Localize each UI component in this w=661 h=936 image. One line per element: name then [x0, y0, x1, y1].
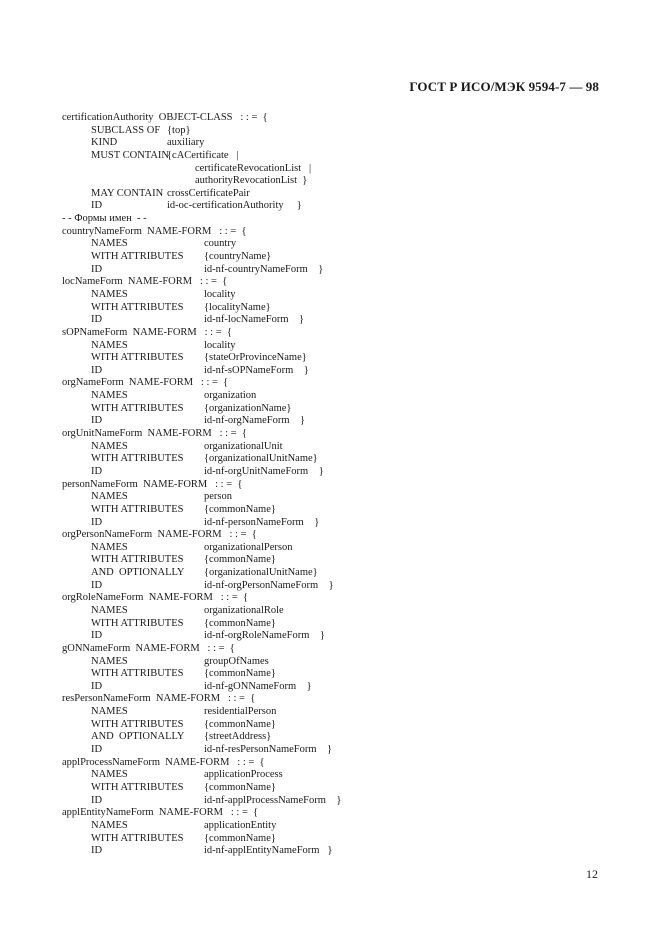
- definition-field-line: [62, 656, 622, 669]
- definition-field-line: [62, 605, 622, 618]
- field-value: id-nf-countryNameForm }: [204, 263, 324, 275]
- definition-field-line: [62, 769, 622, 782]
- field-value: country: [204, 238, 237, 250]
- field-keyword: WITH ATTRIBUTES: [91, 503, 184, 515]
- definition-header-line: [62, 377, 622, 390]
- field-keyword: NAMES: [91, 288, 128, 300]
- definition-title: sOPNameForm NAME-FORM : : = {: [62, 326, 232, 338]
- field-value: applicationProcess: [204, 769, 283, 781]
- field-keyword: MUST CONTAIN: [91, 149, 170, 161]
- field-keyword: ID: [91, 516, 103, 528]
- field-value: id-nf-resPersonNameForm }: [204, 744, 333, 756]
- definition-header-line: [62, 112, 622, 125]
- field-keyword: AND OPTIONALLY: [91, 567, 185, 579]
- definition-header-line: [62, 213, 622, 226]
- definition-header-line: [62, 807, 622, 820]
- definition-field-line: [62, 744, 622, 757]
- definition-field-line: [62, 137, 622, 150]
- field-value: id-nf-locNameForm }: [204, 314, 305, 326]
- field-value: id-nf-gONNameForm }: [204, 680, 312, 692]
- field-value: organizationalPerson: [204, 541, 293, 553]
- field-value: groupOfNames: [204, 655, 269, 667]
- field-keyword: ID: [91, 263, 103, 275]
- definition-header-line: [62, 226, 622, 239]
- field-keyword: WITH ATTRIBUTES: [91, 453, 184, 465]
- field-value: id-nf-personNameForm }: [204, 516, 320, 528]
- definition-field-line: [62, 681, 622, 694]
- field-keyword: NAMES: [91, 491, 128, 503]
- definition-field-line: [62, 415, 622, 428]
- definition-field-line: [62, 731, 622, 744]
- field-keyword: ID: [91, 579, 103, 591]
- field-keyword: ID: [91, 200, 103, 212]
- field-value: applicationEntity: [204, 819, 277, 831]
- field-value: locality: [204, 339, 236, 351]
- definition-field-line: [62, 175, 622, 188]
- field-value: {top}: [167, 124, 191, 136]
- definition-title: orgNameForm NAME-FORM : : = {: [62, 377, 229, 389]
- definition-field-line: [62, 289, 622, 302]
- definition-field-line: [62, 719, 622, 732]
- field-keyword: WITH ATTRIBUTES: [91, 668, 184, 680]
- definition-field-line: [62, 340, 622, 353]
- definition-field-line: [62, 630, 622, 643]
- definition-header-line: [62, 592, 622, 605]
- field-keyword: WITH ATTRIBUTES: [91, 832, 184, 844]
- definition-field-line: [62, 125, 622, 138]
- field-value: {organizationName}: [204, 402, 292, 414]
- definition-field-line: [62, 403, 622, 416]
- definition-field-line: [62, 668, 622, 681]
- definition-field-line: [62, 188, 622, 201]
- field-value: {countryName}: [204, 251, 272, 263]
- definition-field-line: [62, 554, 622, 567]
- field-value: auxiliary: [167, 137, 205, 149]
- field-keyword: ID: [91, 845, 103, 857]
- definition-field-line: [62, 238, 622, 251]
- field-value: {commonName}: [204, 832, 276, 844]
- field-keyword: ID: [91, 680, 103, 692]
- definition-field-line: [62, 453, 622, 466]
- field-value: organizationalRole: [204, 604, 284, 616]
- definition-field-line: [62, 517, 622, 530]
- field-value: authorityRevocationList }: [195, 175, 308, 187]
- field-value: person: [204, 491, 232, 503]
- field-value: residentialPerson: [204, 706, 277, 718]
- field-value: id-nf-orgRoleNameForm }: [204, 630, 325, 642]
- definition-field-line: [62, 504, 622, 517]
- definition-field-line: [62, 150, 622, 163]
- field-keyword: WITH ATTRIBUTES: [91, 251, 184, 263]
- field-keyword: WITH ATTRIBUTES: [91, 718, 184, 730]
- definition-field-line: [62, 542, 622, 555]
- definition-title: countryNameForm NAME-FORM : : = {: [62, 225, 247, 237]
- field-value: {stateOrProvinceName}: [204, 352, 307, 364]
- field-value: {organizationalUnitName}: [204, 567, 318, 579]
- field-keyword: ID: [91, 364, 103, 376]
- field-keyword: NAMES: [91, 655, 128, 667]
- definition-title: certificationAuthority OBJECT-CLASS : : = {: [62, 112, 268, 123]
- definition-title: - - Формы имен - -: [62, 213, 147, 225]
- definition-field-line: [62, 365, 622, 378]
- definition-header-line: [62, 428, 622, 441]
- field-keyword: ID: [91, 465, 103, 477]
- field-value: crossCertificatePair: [167, 187, 250, 199]
- field-keyword: WITH ATTRIBUTES: [91, 781, 184, 793]
- field-keyword: NAMES: [91, 769, 128, 781]
- definition-header-line: [62, 327, 622, 340]
- definition-field-line: [62, 390, 622, 403]
- definition-field-line: [62, 618, 622, 631]
- definition-field-line: [62, 352, 622, 365]
- definition-header-line: [62, 757, 622, 770]
- field-keyword: ID: [91, 794, 103, 806]
- definition-title: resPersonNameForm NAME-FORM : : = {: [62, 693, 256, 705]
- field-keyword: WITH ATTRIBUTES: [91, 617, 184, 629]
- field-value: {commonName}: [204, 781, 276, 793]
- definition-title: personNameForm NAME-FORM : : = {: [62, 478, 243, 490]
- definition-title: orgUnitNameForm NAME-FORM : : = {: [62, 428, 247, 440]
- field-keyword: ID: [91, 744, 103, 756]
- definition-field-line: [62, 441, 622, 454]
- definition-header-line: [62, 479, 622, 492]
- field-keyword: WITH ATTRIBUTES: [91, 352, 184, 364]
- field-value: id-nf-sOPNameForm }: [204, 364, 309, 376]
- definition-field-line: [62, 795, 622, 808]
- field-value: id-nf-orgUnitNameForm }: [204, 465, 324, 477]
- field-value: id-nf-applProcessNameForm }: [204, 794, 342, 806]
- field-keyword: WITH ATTRIBUTES: [91, 301, 184, 313]
- definition-title: applEntityNameForm NAME-FORM : : = {: [62, 807, 259, 819]
- definition-field-line: [62, 163, 622, 176]
- field-value: {commonName}: [204, 668, 276, 680]
- definition-header-line: [62, 643, 622, 656]
- field-value: id-nf-orgNameForm }: [204, 415, 306, 427]
- field-keyword: ID: [91, 630, 103, 642]
- definition-field-line: [62, 264, 622, 277]
- field-keyword: WITH ATTRIBUTES: [91, 402, 184, 414]
- definition-title: orgPersonNameForm NAME-FORM : : = {: [62, 529, 257, 541]
- field-value: {organizationalUnitName}: [204, 453, 318, 465]
- field-keyword: NAMES: [91, 604, 128, 616]
- field-value: {commonName}: [204, 718, 276, 730]
- definition-field-line: [62, 302, 622, 315]
- definition-title: applProcessNameForm NAME-FORM : : = {: [62, 756, 265, 768]
- field-value: id-nf-orgPersonNameForm }: [204, 579, 334, 591]
- field-value: {cACertificate |: [167, 149, 239, 161]
- field-value: id-oc-certificationAuthority }: [167, 200, 302, 212]
- definition-header-line: [62, 693, 622, 706]
- definition-field-line: [62, 706, 622, 719]
- field-keyword: NAMES: [91, 390, 128, 402]
- definition-field-line: [62, 820, 622, 833]
- field-value: organization: [204, 390, 257, 402]
- field-value: locality: [204, 288, 236, 300]
- definition-field-line: [62, 251, 622, 264]
- field-keyword: NAMES: [91, 339, 128, 351]
- definition-field-line: [62, 567, 622, 580]
- definition-header-line: [62, 529, 622, 542]
- definition-field-line: [62, 466, 622, 479]
- definition-field-line: [62, 580, 622, 593]
- definition-field-line: [62, 833, 622, 846]
- field-value: {localityName}: [204, 301, 271, 313]
- definition-field-line: [62, 491, 622, 504]
- definition-field-line: [62, 314, 622, 327]
- definition-field-line: [62, 782, 622, 795]
- definition-field-line: [62, 845, 622, 858]
- asn1-definitions: [62, 112, 622, 858]
- field-keyword: NAMES: [91, 819, 128, 831]
- field-value: {commonName}: [204, 503, 276, 515]
- field-value: organizationalUnit: [204, 440, 283, 452]
- field-keyword: KIND: [91, 137, 118, 149]
- field-keyword: WITH ATTRIBUTES: [91, 554, 184, 566]
- field-keyword: NAMES: [91, 541, 128, 553]
- field-keyword: NAMES: [91, 238, 128, 250]
- definition-title: gONNameForm NAME-FORM : : = {: [62, 642, 235, 654]
- field-keyword: NAMES: [91, 706, 128, 718]
- field-keyword: NAMES: [91, 440, 128, 452]
- definition-header-line: [62, 276, 622, 289]
- page-number: 12: [586, 867, 598, 881]
- page-header: ГОСТ Р ИСО/МЭК 9594-7 — 98: [409, 79, 599, 94]
- definition-title: locNameForm NAME-FORM : : = {: [62, 276, 228, 288]
- field-keyword: MAY CONTAIN: [91, 187, 164, 199]
- field-keyword: AND OPTIONALLY: [91, 731, 185, 743]
- field-value: {commonName}: [204, 617, 276, 629]
- definition-title: orgRoleNameForm NAME-FORM : : = {: [62, 592, 249, 604]
- field-value: id-nf-applEntityNameForm }: [204, 845, 333, 857]
- field-keyword: ID: [91, 415, 103, 427]
- field-value: {commonName}: [204, 554, 276, 566]
- field-keyword: SUBCLASS OF: [91, 124, 161, 136]
- field-value: {streetAddress}: [204, 731, 272, 743]
- field-keyword: ID: [91, 314, 103, 326]
- definition-field-line: [62, 200, 622, 213]
- field-value: certificateRevocationList |: [195, 162, 312, 174]
